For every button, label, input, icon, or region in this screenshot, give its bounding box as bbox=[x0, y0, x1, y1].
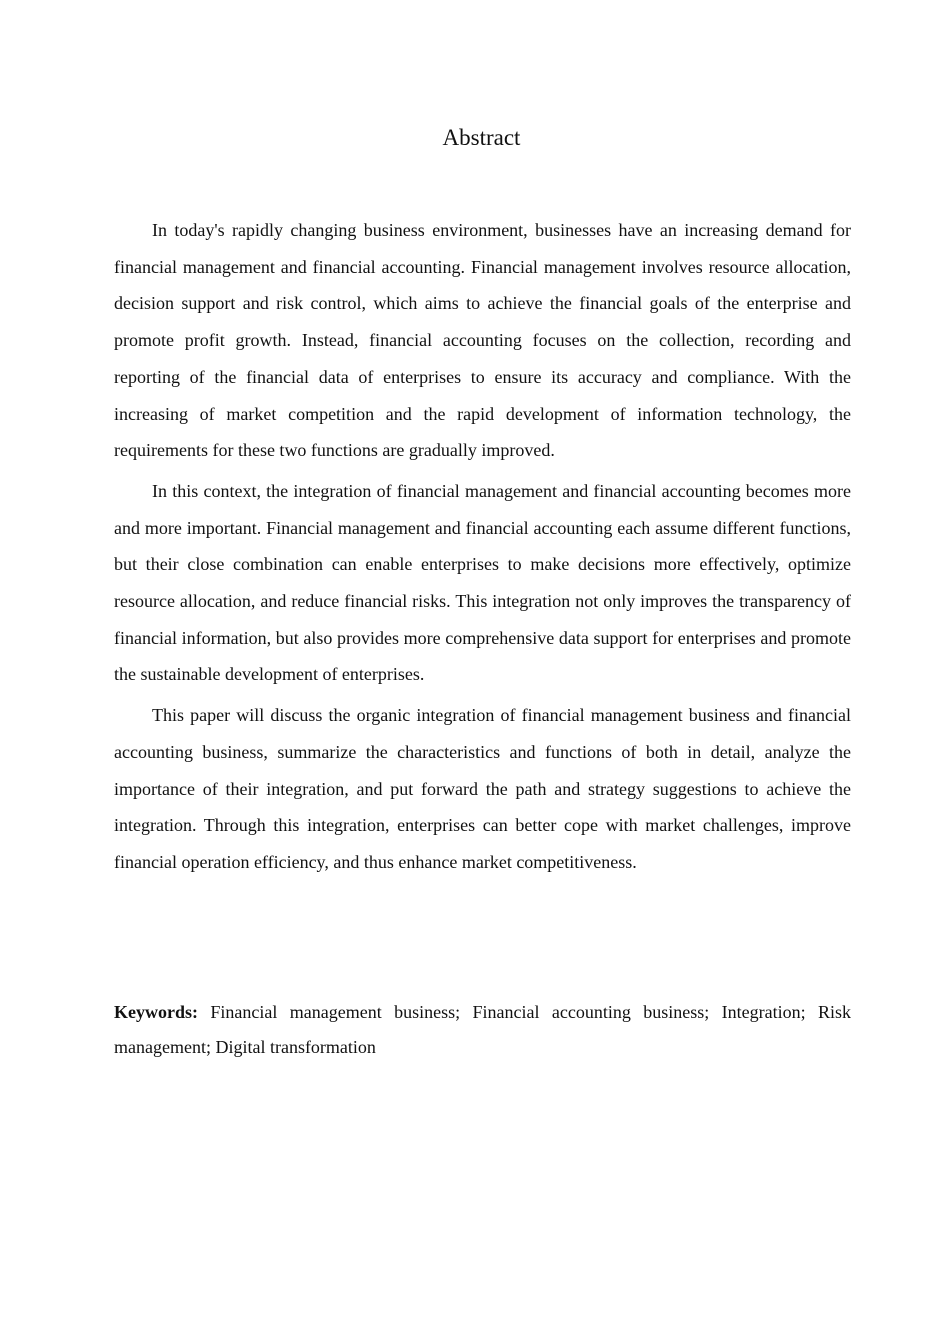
abstract-paragraph-2: In this context, the integration of financial management and financial accounting becomes more and more important. Financial management and financial accounting each assume different functions, but their close combination can enable enterprises to make decisions more effectively, optimize resource allocation, and reduce financial risks. This integration not only improves the transparency of financial information, but also provides more comprehensive data support for enterprises and promote the sustainable development of enterprises. bbox=[114, 480, 851, 685]
page-title: Abstract bbox=[442, 125, 521, 150]
keywords-label: Keywords: bbox=[114, 1002, 198, 1022]
abstract-body bbox=[114, 212, 851, 885]
keywords-text: Financial management business; Financial accounting business; Integration; Risk management; Digital transformation bbox=[114, 1002, 851, 1057]
abstract-paragraph-1: In today's rapidly changing business environment, businesses have an increasing demand for financial management and financial accounting. Financial management involves resource allocation, decision support and risk control, which aims to achieve the financial goals of the enterprise and promote profit growth. Instead, financial accounting focuses on the collection, recording and reporting of the financial data of enterprises to ensure its accuracy and compliance. With the increasing of market competition and the rapid development of information technology, the requirements for these two functions are gradually improved. bbox=[114, 220, 851, 461]
keywords-line bbox=[114, 995, 851, 1065]
abstract-paragraph-3: This paper will discuss the organic integration of financial management business and financial accounting business, summarize the characteristics and functions of both in detail, analyze the importance of their integration, and put forward the path and strategy suggestions to achieve the integration. Through this integration, enterprises can better cope with market challenges, improve financial operation efficiency, and thus enhance market competitiveness. bbox=[114, 705, 851, 872]
